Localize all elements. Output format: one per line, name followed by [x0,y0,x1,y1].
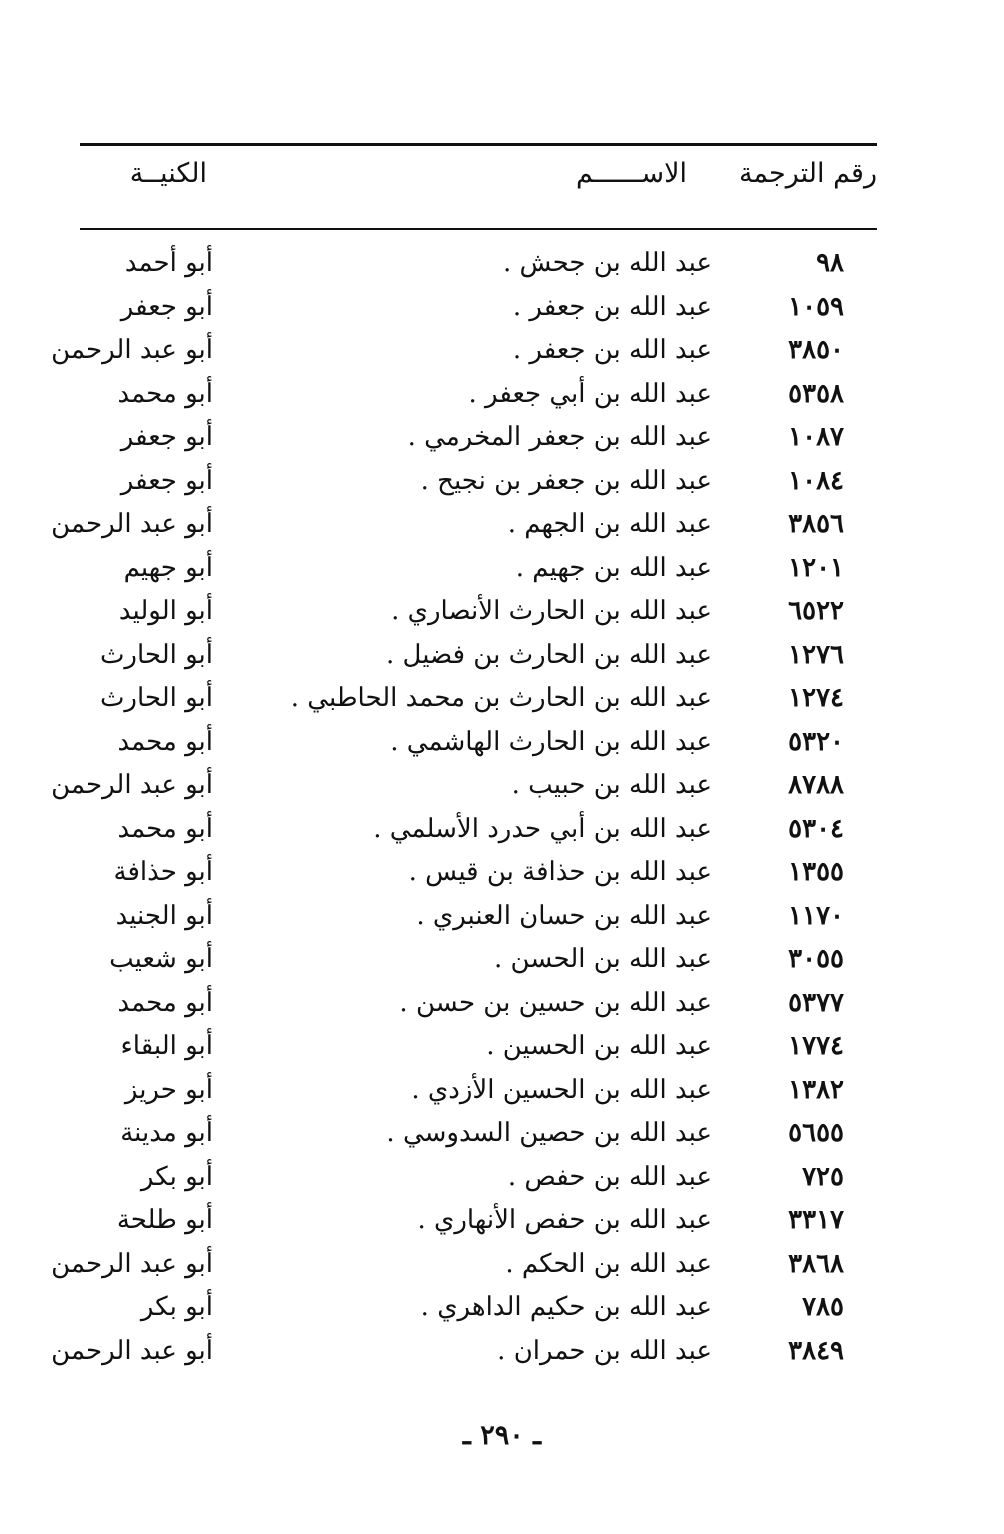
entry-number: ١٢٧٦ [788,639,844,670]
entry-kunya: أبو محمد [117,726,213,757]
entry-kunya: أبو حريز [124,1074,213,1105]
header-number: رقم الترجمة [738,158,877,189]
table-row [80,982,877,1026]
entry-number: ١٠٨٤ [788,465,844,496]
header-name: الاســــــم [576,158,687,189]
entry-name: عبد الله بن حسين بن حسن . [399,987,712,1018]
entry-name: عبد الله بن جعفر . [512,291,712,322]
header-kunya: الكنيــة [129,158,207,189]
table-row [80,547,877,591]
table-row [80,895,877,939]
table-row [80,1156,877,1200]
table-row [80,1286,877,1330]
entry-number: ١٣٥٥ [788,857,844,887]
table-row [80,808,877,852]
table-row [80,1112,877,1156]
entries-list [51,242,877,1373]
entry-kunya: أبو محمد [117,813,213,844]
entry-number: ٩٨ [816,248,844,278]
table-row [51,503,877,547]
entry-name: عبد الله بن أبي حدرد الأسلمي . [373,813,712,844]
entry-kunya: أبو الحارث [99,639,213,670]
entry-number: ٣٠٥٥ [788,944,844,974]
entry-number: ١٣٨٢ [788,1074,844,1105]
entry-kunya: أبو شعيب [109,944,213,974]
entry-kunya: أبو محمد [117,378,213,409]
entry-kunya: أبو محمد [117,987,213,1018]
entry-number: ٣٣١٧ [788,1205,844,1235]
entry-name: عبد الله بن حمران . [497,1335,712,1366]
entry-number: ١١٧٠ [788,900,844,931]
entry-number: ٣٨٦٨ [788,1248,844,1279]
entry-name: عبد الله بن الحارث بن فضيل . [385,639,712,670]
table-row [80,460,877,504]
entry-number: ٨٧٨٨ [788,770,844,800]
entry-kunya: أبو البقاء [120,1031,213,1061]
entry-number: ٦٥٢٢ [788,596,844,626]
entry-name: عبد الله بن حبيب . [511,770,712,800]
table-row [80,286,877,330]
table-row [80,242,877,286]
entry-name: عبد الله بن الجهم . [507,509,712,539]
table-row [80,851,877,895]
entry-name: عبد الله بن حكيم الداهري . [420,1292,712,1322]
entry-name: عبد الله بن حسان العنبري . [416,900,712,931]
entry-number: ٥٣٧٧ [788,987,844,1018]
entry-name: عبد الله بن الحسين . [486,1031,712,1061]
entry-number: ٣٨٥٦ [788,509,844,539]
entry-number: ١٢٧٤ [788,683,844,713]
entry-name: عبد الله بن حصين السدوسي . [386,1118,712,1148]
entry-kunya: أبو عبد الرحمن [51,770,213,800]
table-row [80,1199,877,1243]
entry-name: عبد الله بن جعفر . [512,335,712,365]
entry-number: ٣٨٤٩ [788,1335,844,1366]
entry-number: ٧٨٥ [802,1292,844,1322]
entry-kunya: أبو جهيم [123,552,213,583]
entry-number: ٣٨٥٠ [788,335,844,365]
table-row [80,590,877,634]
table-header [80,158,877,208]
entry-kunya: أبو جعفر [120,422,213,452]
table-row [80,1069,877,1113]
entry-number: ٥٣٥٨ [788,378,844,409]
table-row [80,1025,877,1069]
table-row [80,416,877,460]
entry-kunya: أبو عبد الرحمن [51,509,213,539]
header-rule [80,228,877,230]
entry-number: ٥٦٥٥ [788,1118,844,1148]
entry-name: عبد الله بن حفص . [507,1161,712,1192]
entry-kunya: أبو عبد الرحمن [51,335,213,365]
entry-number: ١٢٠١ [788,552,844,583]
entry-name: عبد الله بن أبي جعفر . [468,378,712,409]
entry-kunya: أبو الجنيد [115,900,213,931]
entry-name: عبد الله بن حذافة بن قيس . [408,857,712,887]
entry-kunya: أبو جعفر [120,465,213,496]
entry-number: ٧٢٥ [802,1161,844,1192]
entry-name: عبد الله بن الحارث الهاشمي . [390,726,712,757]
table-row [80,373,877,417]
entry-kunya: أبو عبد الرحمن [51,1248,213,1279]
entry-kunya: أبو طلحة [116,1205,213,1235]
entry-name: عبد الله بن حفص الأنهاري . [417,1205,712,1235]
entry-name: عبد الله بن جعفر المخرمي . [407,422,712,452]
table-row [80,634,877,678]
entry-kunya: أبو بكر [140,1292,213,1322]
entry-number: ١٠٥٩ [788,291,844,322]
entry-kunya: أبو عبد الرحمن [51,1335,213,1366]
entry-name: عبد الله بن جهيم . [515,552,712,583]
table-row [51,1330,877,1374]
table-row [51,764,877,808]
top-rule [80,143,877,146]
page-number: ـ ٢٩٠ ـ [462,1420,542,1451]
table-row [80,721,877,765]
entry-number: ١٧٧٤ [788,1031,844,1061]
entry-number: ٥٣٠٤ [788,813,844,844]
entry-number: ٥٣٢٠ [788,726,844,757]
table-row [51,1243,877,1287]
entry-kunya: أبو بكر [140,1161,213,1192]
table-row [80,677,877,721]
entry-kunya: أبو جعفر [120,291,213,322]
entry-name: عبد الله بن الحسين الأزدي . [411,1074,712,1105]
table-row [51,329,877,373]
entry-name: عبد الله بن الحارث بن محمد الحاطبي . [290,683,712,713]
entry-number: ١٠٨٧ [788,422,844,452]
table-row [80,938,877,982]
entry-kunya: أبو الوليد [118,596,213,626]
entry-name: عبد الله بن الحكم . [505,1248,712,1279]
entry-name: عبد الله بن الحسن . [494,944,712,974]
entry-name: عبد الله بن الحارث الأنصاري . [391,596,712,626]
entry-kunya: أبو مدينة [120,1118,213,1148]
entry-kunya: أبو أحمد [124,248,213,278]
entry-name: عبد الله بن جحش . [502,248,712,278]
entry-kunya: أبو الحارث [99,683,213,713]
entry-name: عبد الله بن جعفر بن نجيح . [420,465,712,496]
entry-kunya: أبو حذافة [113,857,213,887]
